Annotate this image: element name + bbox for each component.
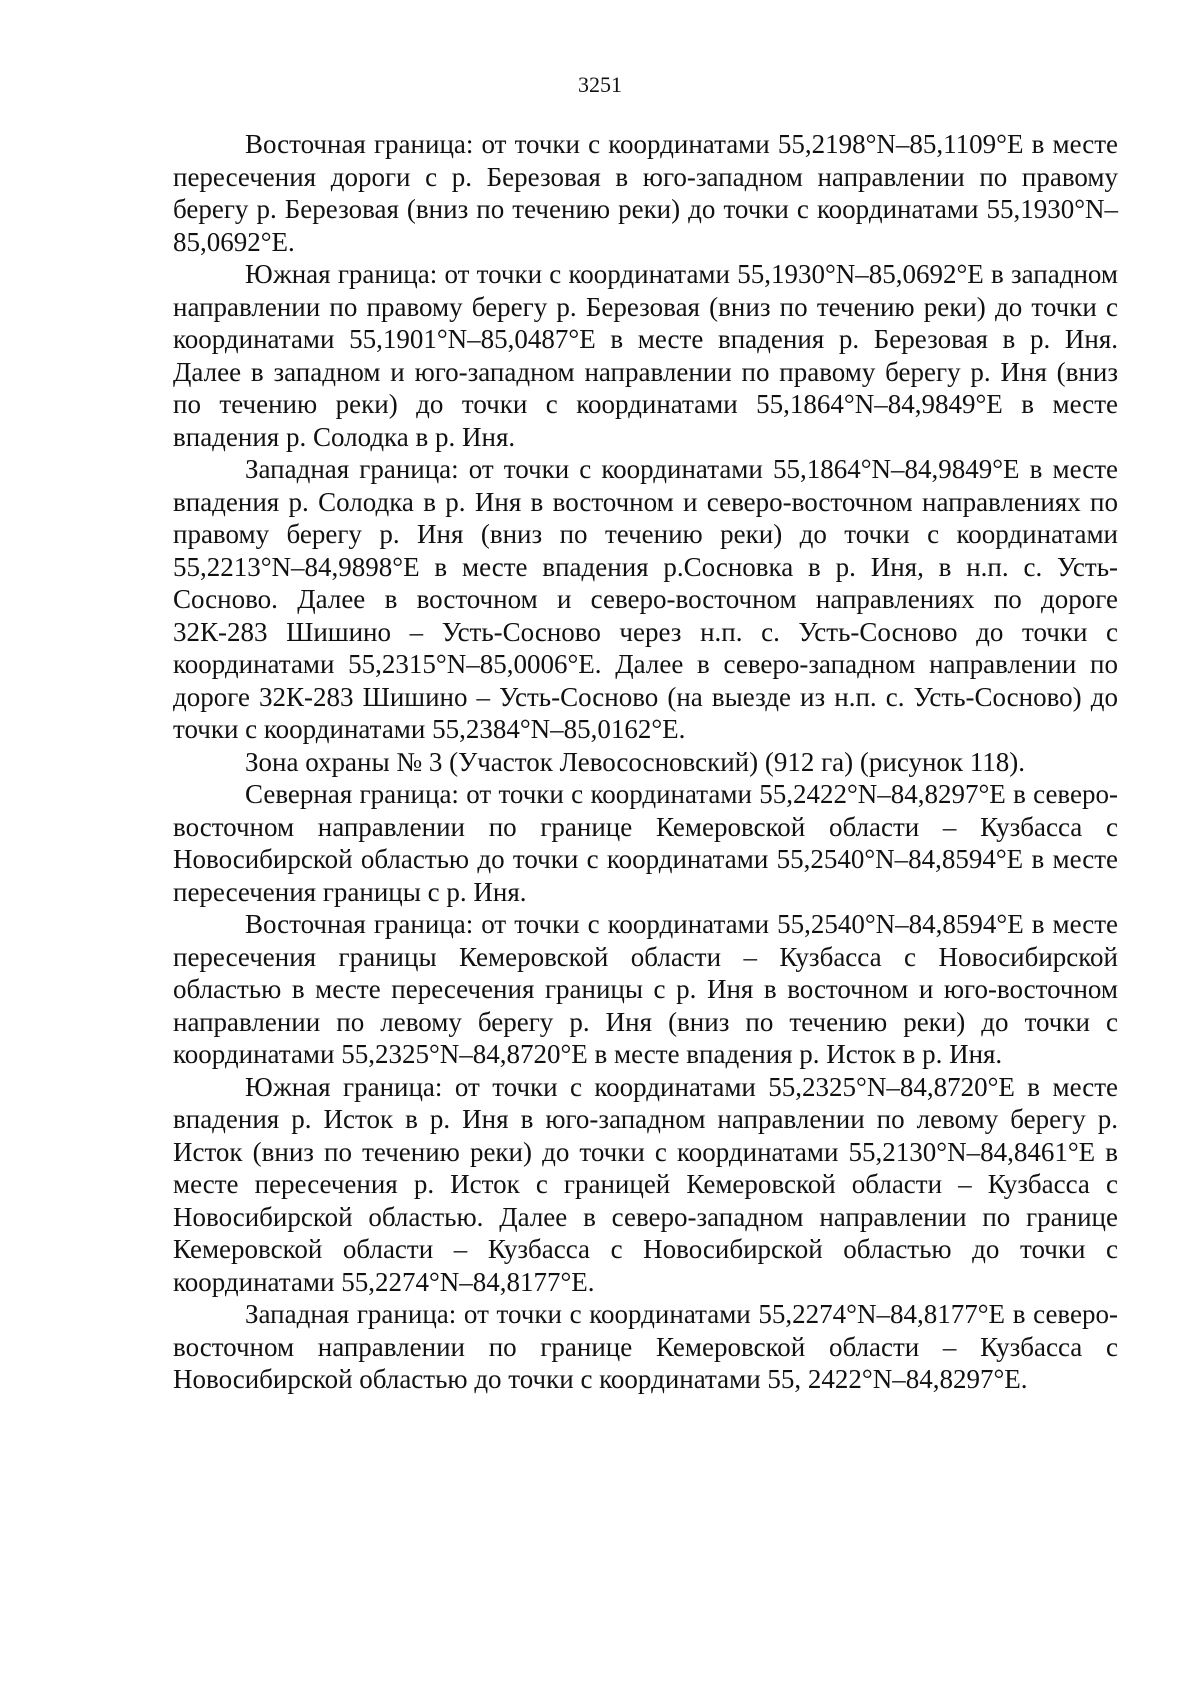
- paragraph-north-boundary-zone3: Северная граница: от точки с координатами 55,2422°N–84,8297°E в северо-восточном направлении по границе Кемеровской области – Кузбасса с Новосибирской областью до точки с координатами 55,2540°N–84,8594°E в месте пересечения границы с р. Иня.: [173, 779, 1118, 907]
- paragraph-east-boundary-zone3: Восточная граница: от точки с координатами 55,2540°N–84,8594°E в месте пересечения границы Кемеровской области – Кузбасса с Новосибирской областью в месте пересечения границы с р. Иня в восточном и юго-восточном направлении по левому берегу р. Иня (вниз по течению реки) до точки с координатами 55,2325°N–84,8720°E в месте впадения р. Исток в р. Иня.: [173, 909, 1118, 1069]
- paragraph-zone3-heading: Зона охраны № 3 (Участок Левососновский) (912 га) (рисунок 118).: [245, 746, 1026, 777]
- paragraph-west-boundary-zone2: Западная граница: от точки с координатами 55,1864°N–84,9849°E в месте впадения р. Солодка в р. Иня в восточном и северо-восточном направлениях по правому берегу р. Иня (вниз по течению реки) до точки с координатами 55,2213°N–84,9898°E в месте впадения р.Сосновка в р. Иня, в н.п. с. Усть-Сосново. Далее в восточном и северо-восточном направлениях по дороге 32К-283 Шишино – Усть-Сосново через н.п. с. Усть-Сосново до точки с координатами 55,2315°N–85,0006°E. Далее в северо-западном направлении по дороге 32К-283 Шишино – Усть-Сосново (на выезде из н.п. с. Усть-Сосново) до точки с координатами 55,2384°N–85,0162°E.: [173, 454, 1118, 744]
- document-body: [173, 128, 1118, 1396]
- paragraph-south-boundary-zone2: Южная граница: от точки с координатами 55,1930°N–85,0692°E в западном направлении по правому берегу р. Березовая (вниз по течению реки) до точки с координатами 55,1901°N–85,0487°E в месте впадения р. Березовая в р. Иня. Далее в западном и юго-западном направлении по правому берегу р. Иня (вниз по течению реки) до точки с координатами 55,1864°N–84,9849°E в месте впадения р. Солодка в р. Иня.: [173, 259, 1118, 452]
- paragraph-south-boundary-zone3: Южная граница: от точки с координатами 55,2325°N–84,8720°E в месте впадения р. Исток в р. Иня в юго-западном направлении по левому берегу р. Исток (вниз по течению реки) до точки с координатами 55,2130°N–84,8461°E в месте пересечения р. Исток с границей Кемеровской области – Кузбасса с Новосибирской областью. Далее в северо-западном направлении по границе Кемеровской области – Кузбасса с Новосибирской областью до точки с координатами 55,2274°N–84,8177°E.: [173, 1071, 1118, 1297]
- page-number: 3251: [578, 72, 622, 97]
- paragraph-west-boundary-zone3: Западная граница: от точки с координатами 55,2274°N–84,8177°E в северо-восточном направлении по границе Кемеровской области – Кузбасса с Новосибирской областью до точки с координатами 55, 2422°N–84,8297°E.: [173, 1299, 1118, 1394]
- paragraph-east-boundary-zone2: Восточная граница: от точки с координатами 55,2198°N–85,1109°E в месте пересечения дороги с р. Березовая в юго-западном направлении по правому берегу р. Березовая (вниз по течению реки) до точки с координатами 55,1930°N–85,0692°E.: [173, 129, 1118, 257]
